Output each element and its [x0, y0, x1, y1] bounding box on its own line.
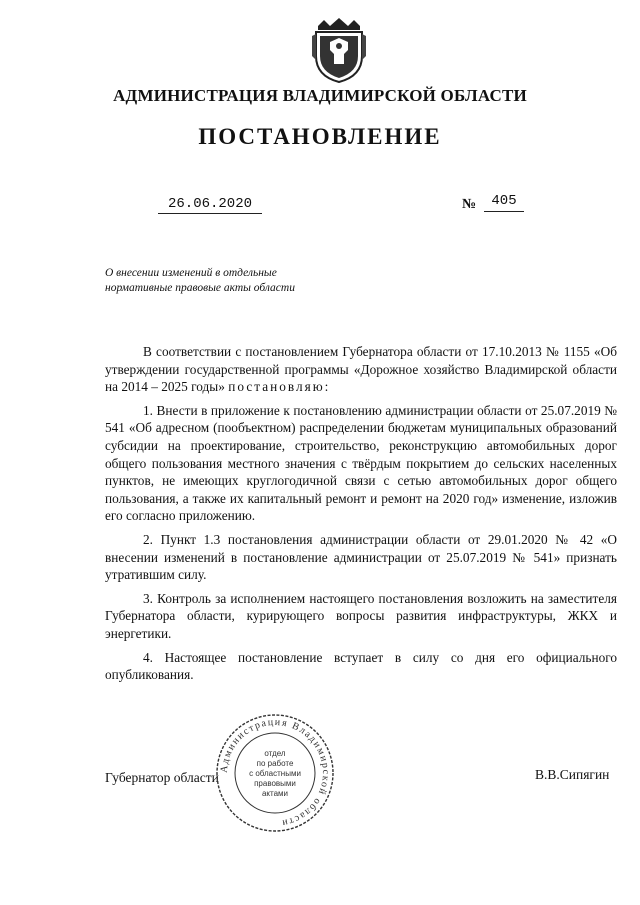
stamp-ring-text: Администрация Владимирской области: [218, 716, 332, 829]
stamp-inner-line-2: по работе: [256, 759, 294, 768]
document-number: 405: [484, 193, 524, 212]
paragraph-3: 3. Контроль за исполнением настоящего постановления возложить на заместителя Губернатора области, курирующего вопросы развития инфраструктуры, ЖКХ и энергетики.: [105, 590, 617, 641]
official-stamp: [214, 712, 336, 834]
document-body: [105, 343, 617, 690]
coat-of-arms-icon: [310, 16, 368, 84]
document-subject: [105, 266, 405, 296]
stamp-inner-line-5: актами: [261, 789, 289, 798]
document-date: 26.06.2020: [158, 196, 262, 214]
organization-title: АДМИНИСТРАЦИЯ ВЛАДИМИРСКОЙ ОБЛАСТИ: [113, 86, 527, 105]
preamble-paragraph: [105, 343, 617, 396]
preamble-text: В соответствии с постановлением Губернатора области от 17.10.2013 № 1155 «Об утверждении государственной программы «Дорожное хозяйство Владимирской области на 2014 – 2025 годы»: [105, 344, 617, 395]
subject-line-1: О внесении изменений в отдельные: [105, 267, 277, 279]
subject-line-2: нормативные правовые акты области: [105, 282, 295, 294]
paragraph-2: 2. Пункт 1.3 постановления администрации области от 29.01.2020 № 42 «О внесении изменений в постановление администрации от 25.07.2019 № 541» признать утратившим силу.: [105, 531, 617, 583]
stamp-inner-line-4: правовыми: [254, 779, 296, 788]
paragraph-4: 4. Настоящее постановление вступает в силу со дня его официального опубликования.: [105, 649, 617, 683]
paragraph-1: 1. Внести в приложение к постановлению администрации области от 25.07.2019 № 541 «Об адресном (пообъектном) распределении бюджетам муниципальных образований субсидии на проектирование, строительство, реконструкцию автомобильных дорог общего пользования местного значения с твёрдым покрытием до сельских населенных пунктов, не имеющих круглогодичной связи с сетью автомобильных дорог общего пользования, а также их капитальный ремонт и ремонт на 2020 год» изменение, изложив его согласно приложению.: [105, 402, 617, 524]
signatory-position: Губернатор области: [105, 770, 219, 785]
stamp-inner-line-3: с областными: [249, 769, 301, 778]
resolve-word: постановляю:: [228, 379, 331, 395]
stamp-inner-line-1: отдел: [264, 749, 286, 758]
number-sign: №: [462, 197, 477, 212]
document-type-title: ПОСТАНОВЛЕНИЕ: [198, 124, 442, 149]
signatory-name: В.В.Сипягин: [535, 767, 610, 782]
